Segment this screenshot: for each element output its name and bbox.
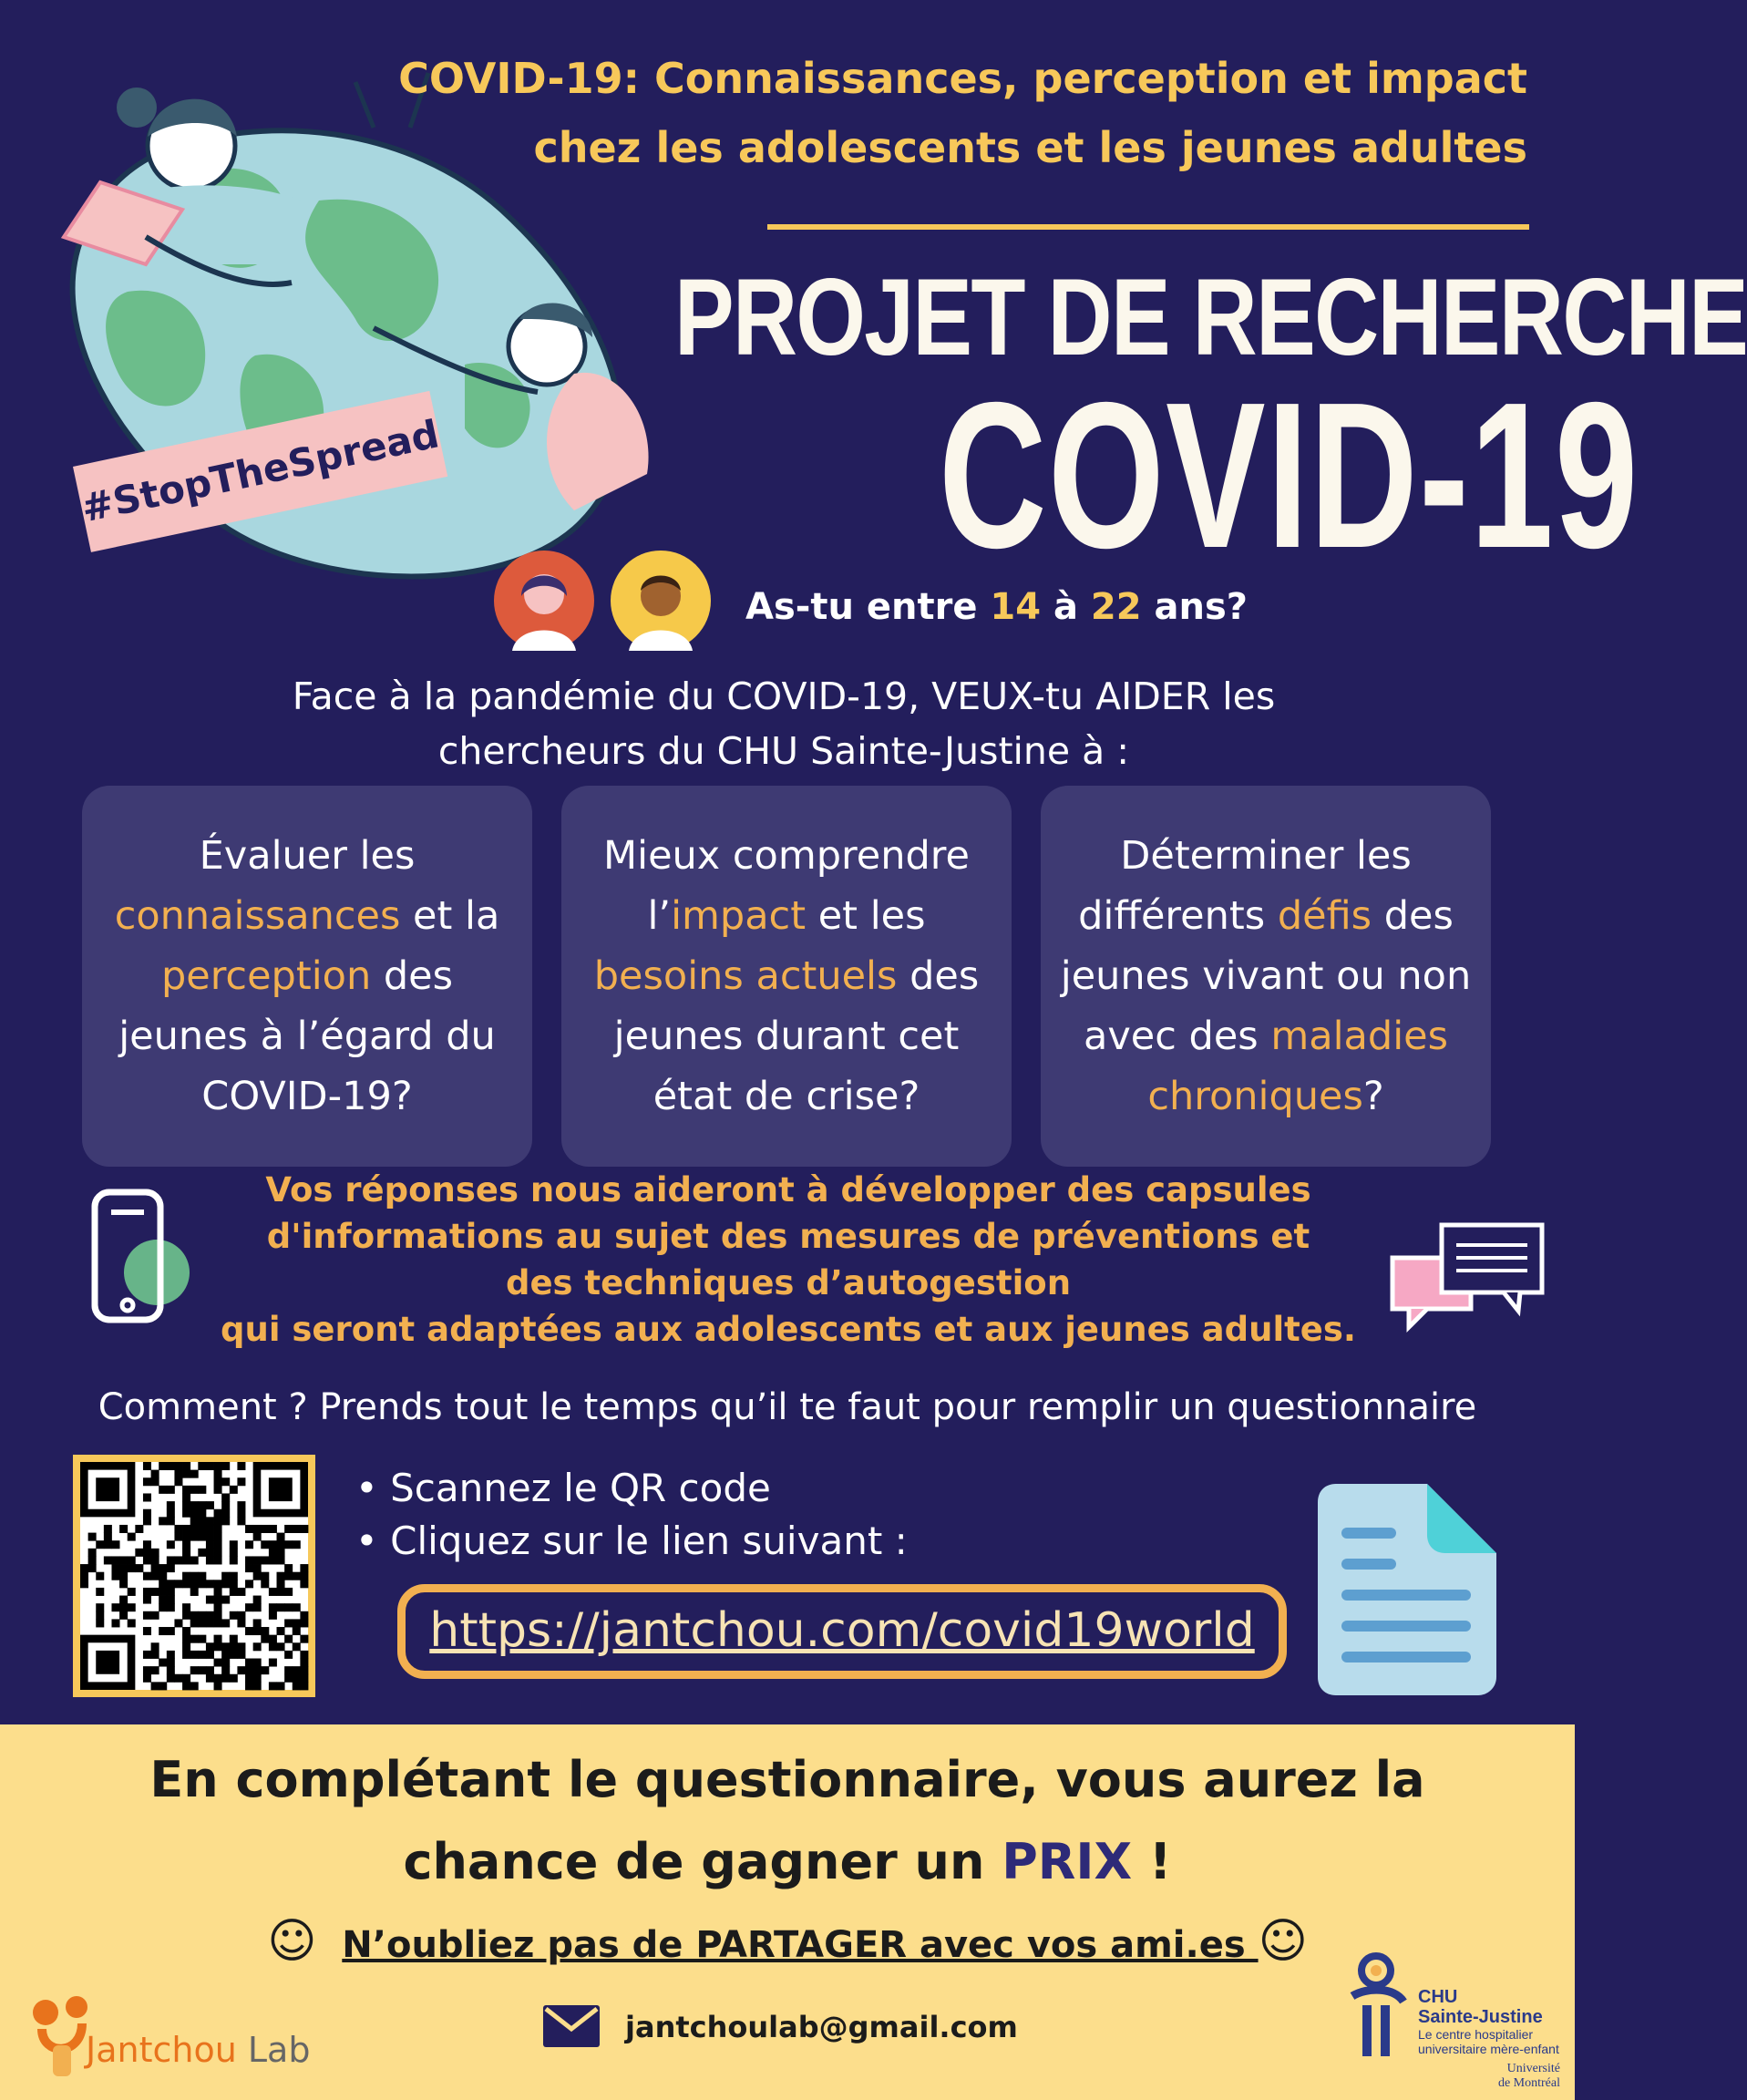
card-line: Mieux comprendre <box>603 833 970 879</box>
page-title-line2: COVID-19 <box>939 360 1639 592</box>
page-title-line1: PROJET DE RECHERCHE <box>674 256 1747 378</box>
subtitle <box>397 44 1527 182</box>
age-prefix: As-tu entre <box>745 586 991 628</box>
card-impact <box>561 786 1012 1167</box>
chat-bubbles-icon <box>1391 1221 1546 1331</box>
chu-sainte-justine-logo <box>1418 1987 1559 2056</box>
card-line: jeunes durant cet <box>613 1014 960 1059</box>
logo-text: Le centre hospitalier <box>1418 2027 1534 2042</box>
card-text: des <box>371 953 454 999</box>
age-suffix: ans? <box>1141 586 1248 628</box>
instructions-heading: Comment ? Prends tout le temps qu’il te faut pour remplir un questionnaire <box>98 1386 1477 1428</box>
intro-line1: Face à la pandémie du COVID-19, VEUX-tu AIDER les <box>292 674 1276 718</box>
age-question <box>745 580 1248 634</box>
age-mid: à <box>1041 586 1091 628</box>
prize-line1: En complétant le questionnaire, vous aurez la <box>149 1751 1425 1808</box>
card-highlight: chroniques <box>1147 1074 1363 1119</box>
contact-email[interactable]: jantchoulab@gmail.com <box>625 2010 1018 2044</box>
instruction-item: • Cliquez sur le lien suivant : <box>355 1515 908 1568</box>
info-line1: Vos réponses nous aideront à développer des capsules <box>265 1170 1311 1210</box>
prize-line2 <box>36 1821 1538 1903</box>
card-line: état de crise? <box>653 1074 920 1119</box>
card-line <box>1041 886 1491 946</box>
info-text <box>210 1167 1367 1353</box>
info-line3: des techniques d’autogestion <box>505 1263 1072 1302</box>
card-text: et les <box>806 893 926 939</box>
hashtag-label: #StopTheSpread <box>73 391 447 552</box>
boy-avatar-icon <box>611 551 711 651</box>
card-highlight: maladies <box>1270 1014 1449 1059</box>
card-highlight: connaissances <box>114 893 401 939</box>
card-line: COVID-19? <box>201 1074 413 1119</box>
card-line: Déterminer les <box>1120 833 1412 879</box>
prize-text-b: ! <box>1132 1833 1172 1890</box>
subtitle-line1: COVID-19: Connaissances, perception et impact <box>398 54 1527 103</box>
subtitle-line2: chez les adolescents et les jeunes adultes <box>533 123 1527 172</box>
smiley-icon: ☺ <box>1258 1914 1308 1969</box>
prize-highlight: PRIX <box>1002 1833 1133 1890</box>
card-line: jeunes vivant ou non <box>1060 953 1472 999</box>
qr-code-image <box>80 1462 308 1690</box>
share-reminder <box>36 1914 1538 1972</box>
card-text: des <box>897 953 980 999</box>
card-text: ? <box>1362 1074 1384 1119</box>
card-highlight: perception <box>160 953 372 999</box>
info-line4: qui seront adaptées aux adolescents et aux jeunes adultes. <box>221 1310 1356 1349</box>
card-line: Évaluer les <box>199 833 416 879</box>
logo-text: Lab <box>236 2030 311 2070</box>
info-line2: d'informations au sujet des mesures de préventions et <box>266 1217 1310 1256</box>
udem-logo <box>1469 2062 1560 2091</box>
qr-code[interactable] <box>73 1455 315 1697</box>
logo-text: Sainte-Justine <box>1418 2007 1543 2027</box>
card-line <box>561 946 1012 1006</box>
share-text: N’oubliez pas de PARTAGER avec vos ami.es <box>342 1924 1259 1966</box>
intro-line2: chercheurs du CHU Sainte-Justine à : <box>437 729 1130 773</box>
smartphone-icon <box>87 1185 197 1331</box>
card-text: avec des <box>1083 1014 1271 1059</box>
survey-link-box <box>397 1584 1287 1679</box>
document-icon <box>1318 1484 1496 1695</box>
smiley-icon: ☺ <box>267 1914 317 1969</box>
logo-text: CHU <box>1418 1987 1458 2007</box>
instruction-list <box>355 1462 908 1568</box>
age-max: 22 <box>1090 586 1142 628</box>
card-line <box>82 886 532 946</box>
instruction-item: • Scannez le QR code <box>355 1462 908 1515</box>
jantchou-lab-logo <box>86 2027 310 2073</box>
card-line <box>82 946 532 1006</box>
logo-text: Université <box>1506 2062 1560 2075</box>
logo-text: Jantchou <box>86 2030 237 2070</box>
logo-text: de Montréal <box>1497 2076 1560 2090</box>
prize-text <box>36 1739 1538 1903</box>
intro-text <box>91 669 1476 778</box>
card-text: des <box>1372 893 1454 939</box>
card-line <box>1041 1066 1491 1127</box>
girl-avatar-icon <box>494 551 594 651</box>
card-highlight: défis <box>1277 893 1372 939</box>
card-line <box>1041 1006 1491 1066</box>
envelope-icon <box>543 2005 600 2047</box>
title-divider <box>767 224 1529 230</box>
card-text: et la <box>400 893 500 939</box>
card-text: l’ <box>647 893 672 939</box>
prize-text-a: chance de gagner un <box>403 1833 1002 1890</box>
card-highlight: besoins actuels <box>593 953 898 999</box>
card-knowledge <box>82 786 532 1167</box>
card-challenges <box>1041 786 1491 1167</box>
card-highlight: impact <box>671 893 807 939</box>
chu-sainte-justine-logo-icon <box>1340 1951 1413 2060</box>
card-line <box>561 886 1012 946</box>
age-min: 14 <box>990 586 1042 628</box>
logo-text: universitaire mère-enfant <box>1418 2042 1559 2056</box>
card-text: différents <box>1078 893 1278 939</box>
survey-link[interactable]: https://jantchou.com/covid19world <box>429 1603 1255 1658</box>
card-line: jeunes à l’égard du <box>118 1014 496 1059</box>
